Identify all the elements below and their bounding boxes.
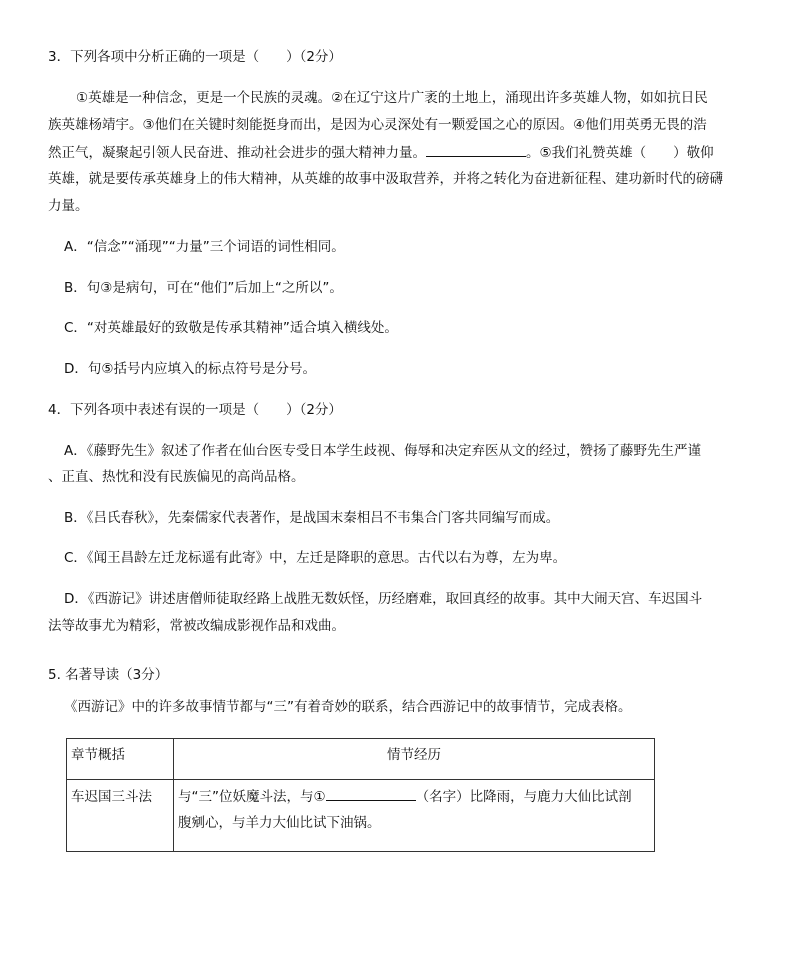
q4-option-d-line-2: 法等故事尤为精彩，常被改编成影视作品和戏曲。 [48, 618, 345, 634]
q3-para-line-3-end: 。⑤我们礼赞英雄（ ）敬仰 [526, 145, 714, 161]
q3-stem: 3．下列各项中分析正确的一项是（ ）（2分） [48, 49, 342, 65]
q5-intro: 《西游记》中的许多故事情节都与“三”有着奇妙的联系，结合西游记中的故事情节，完成表格。 [64, 699, 632, 715]
q3-option-d: D．句⑤括号内应填入的标点符号是分号。 [64, 361, 316, 377]
q3-option-a: A．“信念”“涌现”“力量”三个词语的词性相同。 [64, 239, 345, 255]
q3-option-b: B．句③是病句，可在“他们”后加上“之所以”。 [64, 280, 343, 296]
q3-para-line-2: 族英雄杨靖宇。③他们在关键时刻能挺身而出，是因为心灵深处有一颗爱国之心的原因。④他们用英勇无畏的浩 [48, 117, 707, 133]
q3-para-line-5: 力量。 [48, 198, 89, 214]
q4-option-a-line-1: A．《藤野先生》叙述了作者在仙台医专受日本学生歧视、侮辱和决定弃医从文的经过，赞扬了藤野先生严谨 [64, 443, 701, 459]
q4-option-b: B．《吕氏春秋》，先秦儒家代表著作，是战国末秦相吕不韦集合门客共同编写而成。 [64, 510, 560, 526]
q5-stem: 5. 名著导读（3分） [48, 667, 169, 683]
plot-table [66, 738, 655, 852]
q4-option-a-line-2: 、正直、热忱和没有民族偏见的高尚品格。 [48, 469, 305, 485]
q3-para-line-1: ①英雄是一种信念，更是一个民族的灵魂。②在辽宁这片广袤的土地上，涌现出许多英雄人物，如如抗日民 [76, 90, 708, 106]
q4-stem: 4．下列各项中表述有误的一项是（ ）（2分） [48, 402, 342, 418]
q3-para-line-4: 英雄，就是要传承英雄身上的伟大精神，从英雄的故事中汲取营养，并将之转化为奋进新征程、建功新时代的磅礴 [48, 171, 723, 187]
table-header-chapter: 章节概括 [67, 739, 174, 780]
fill-blank [326, 786, 416, 801]
fill-blank [426, 142, 526, 157]
table-header-plot: 情节经历 [174, 739, 655, 780]
q3-para-line-3-text: 然正气，凝聚起引领人民奋进、推动社会进步的强大精神力量。 [48, 145, 426, 161]
q3-option-c: C．“对英雄最好的致敬是传承其精神”适合填入横线处。 [64, 320, 398, 336]
table-cell-chapter: 车迟国三斗法 [67, 780, 174, 852]
plot-text-a: 与“三”位妖魔斗法，与① [178, 789, 326, 805]
q4-option-c: C．《闻王昌龄左迁龙标遥有此寄》中，左迁是降职的意思。古代以右为尊，左为卑。 [64, 550, 567, 566]
plot-text-b: （名字）比降雨，与鹿力大仙比试剖 [415, 789, 632, 805]
table-row [67, 780, 655, 852]
q4-option-d-line-1: D．《西游记》讲述唐僧师徒取经路上战胜无数妖怪，历经磨难，取回真经的故事。其中大闹天宫、车迟国斗 [64, 591, 703, 607]
q3-para-line-3 [48, 142, 714, 163]
table-cell-plot [174, 780, 655, 852]
table-header-row [67, 739, 655, 780]
plot-text-c: 腹剜心，与羊力大仙比试下油锅。 [178, 815, 381, 831]
